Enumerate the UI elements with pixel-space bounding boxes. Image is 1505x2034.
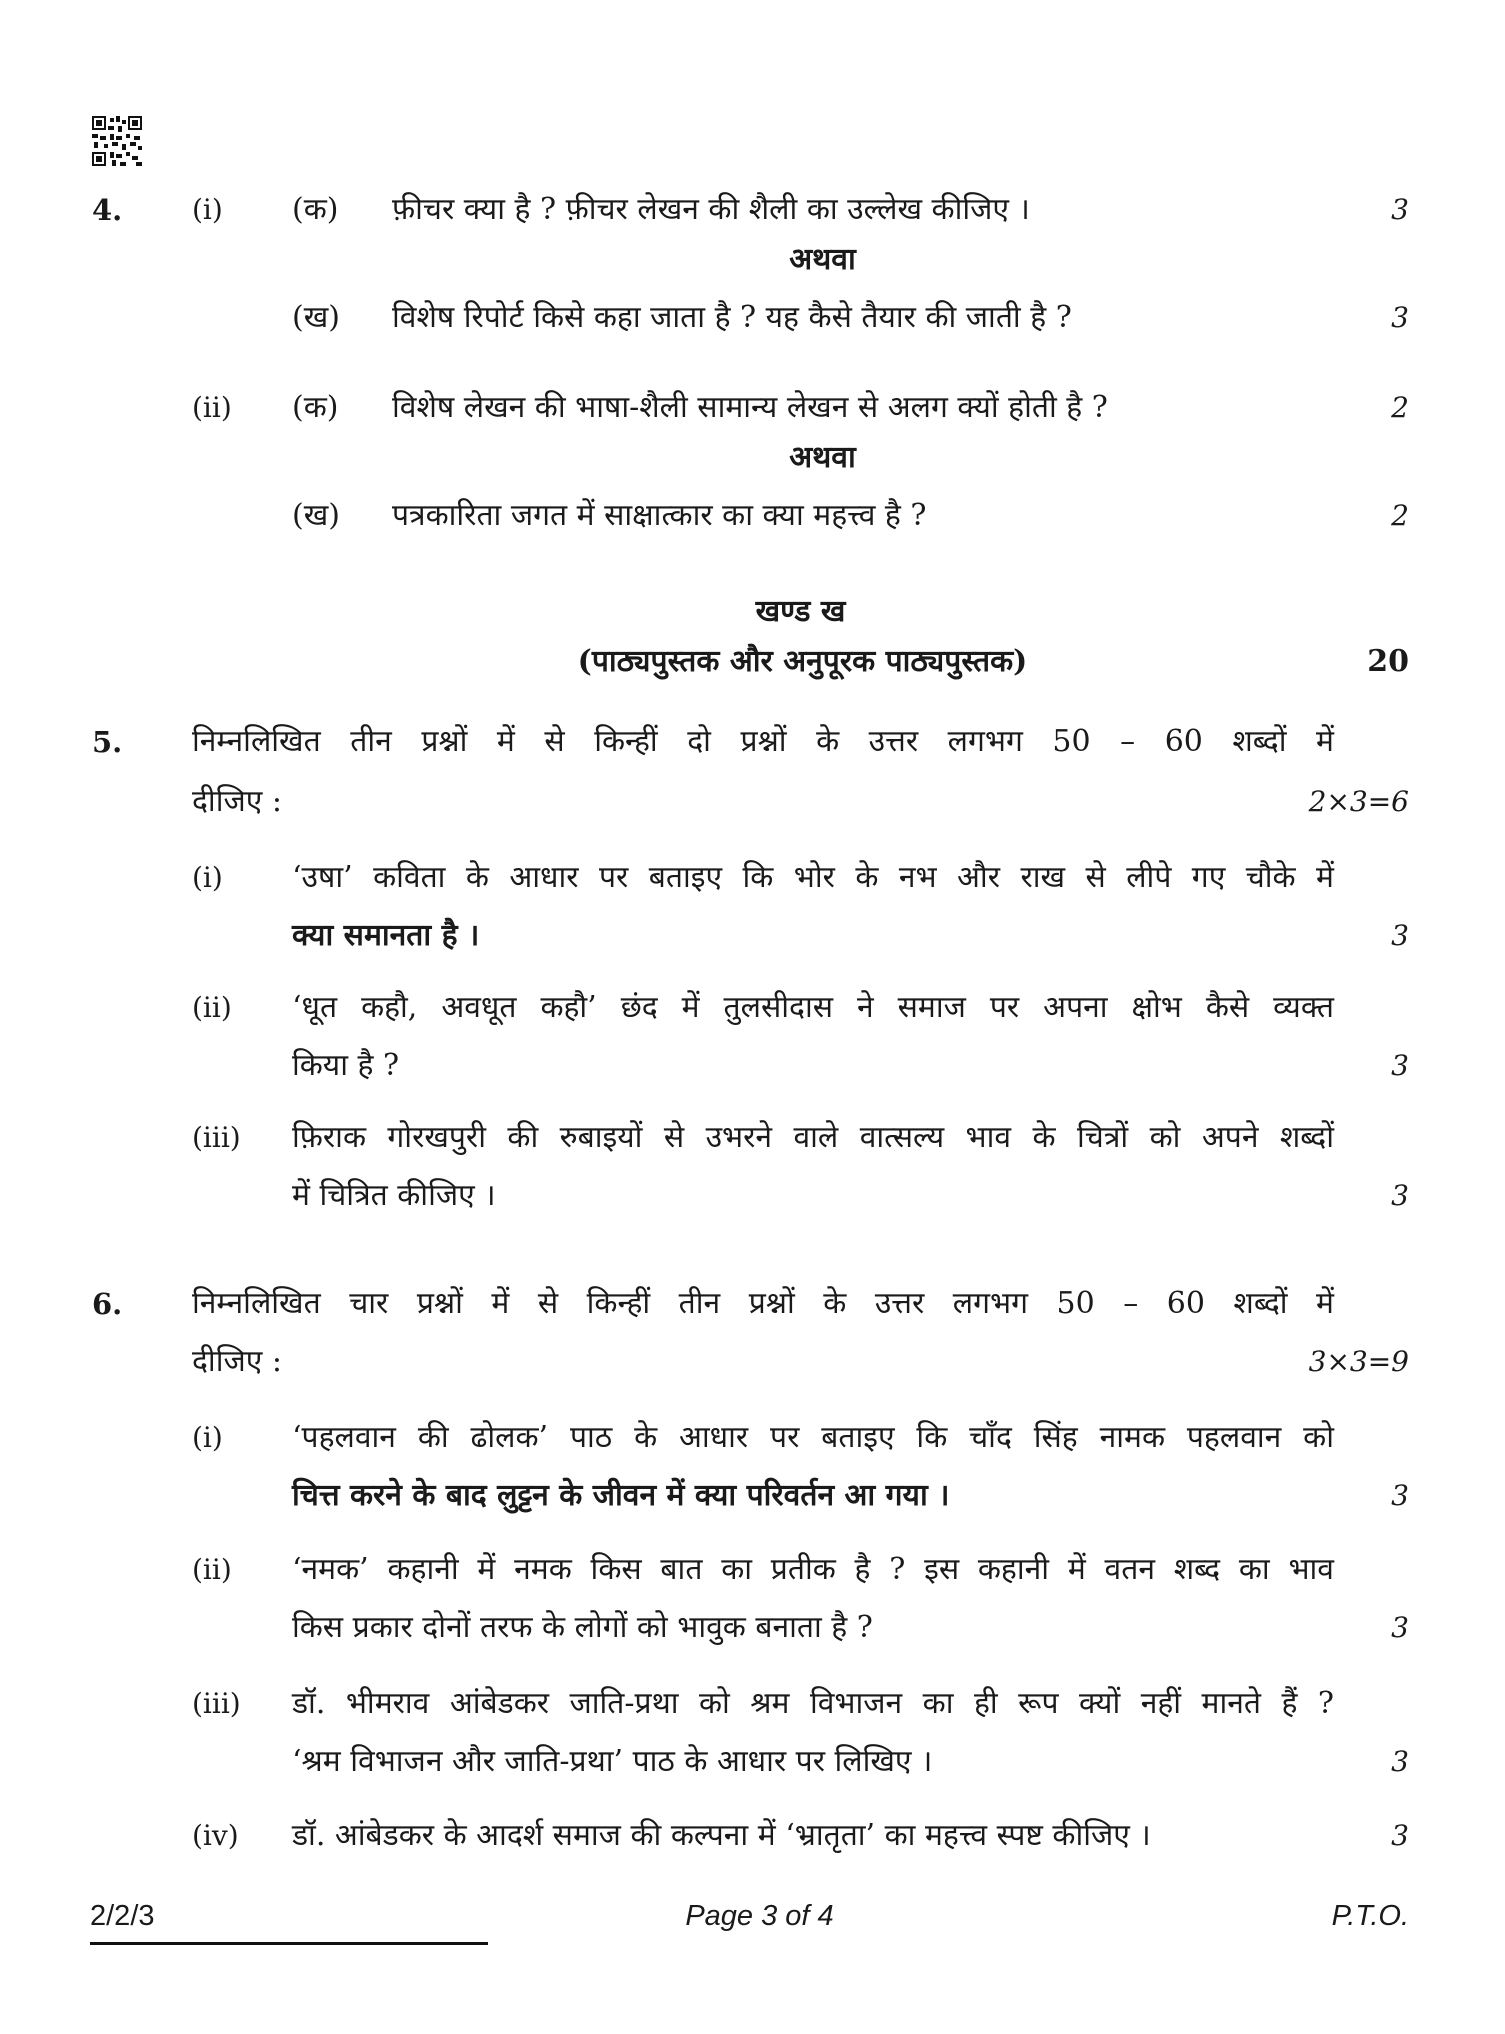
- question-instruction-cont: दीजिए :: [192, 784, 282, 819]
- item-label: (i): [192, 1421, 223, 1454]
- marks: 3: [1391, 1819, 1409, 1852]
- page-number: Page 3 of 4: [685, 1900, 834, 1932]
- item-label: (iii): [192, 1121, 241, 1154]
- item-text: डॉ. भीमराव आंबेडकर जाति-प्रथा को श्रम विभाजन का ही रूप क्यों नहीं मानते हैं ?: [292, 1686, 1334, 1721]
- qr-code-icon: [92, 116, 142, 166]
- option-label: (ख): [292, 300, 340, 335]
- item-text-cont: चित्त करने के बाद लुट्टन के जीवन में क्या परिवर्तन आ गया ।: [292, 1478, 950, 1513]
- option-label: (ख): [292, 498, 340, 533]
- or-separator: अथवा: [789, 242, 856, 277]
- item-text: ‘नमक’ कहानी में नमक किस बात का प्रतीक है ? इस कहानी में वतन शब्द का भाव: [292, 1552, 1334, 1587]
- marks: 2: [1391, 391, 1409, 424]
- item-text: ‘धूत कहौ, अवधूत कहौ’ छंद में तुलसीदास ने समाज पर अपना क्षोभ कैसे व्यक्त: [292, 990, 1334, 1025]
- question-instruction-cont: दीजिए :: [192, 1344, 282, 1379]
- item-label: (iv): [192, 1819, 239, 1852]
- item-text: फ़िराक गोरखपुरी की रुबाइयों से उभरने वाले वात्सल्य भाव के चित्रों को अपने शब्दों: [292, 1120, 1334, 1155]
- option-label: (क): [292, 192, 339, 227]
- question-text: विशेष लेखन की भाषा-शैली सामान्य लेखन से अलग क्यों होती है ?: [392, 390, 1108, 425]
- question-text: फ़ीचर क्या है ? फ़ीचर लेखन की शैली का उल्लेख कीजिए ।: [392, 192, 1030, 227]
- marks: 3: [1391, 1479, 1409, 1512]
- subquestion-label: (ii): [192, 391, 232, 424]
- item-text: डॉ. आंबेडकर के आदर्श समाज की कल्पना में ‘भ्रातृता’ का महत्त्व स्पष्ट कीजिए ।: [292, 1818, 1151, 1853]
- question-number: 5.: [92, 725, 123, 759]
- marks: 3: [1391, 1179, 1409, 1212]
- section-marks: 20: [1367, 644, 1409, 679]
- marks: 3: [1391, 193, 1409, 226]
- question-number: 4.: [92, 193, 123, 227]
- item-text-cont: ‘श्रम विभाजन और जाति-प्रथा’ पाठ के आधार पर लिखिए ।: [292, 1744, 933, 1779]
- item-text: ‘उषा’ कविता के आधार पर बताइए कि भोर के नभ और राख से लीपे गए चौके में: [292, 860, 1334, 895]
- marks: 3: [1391, 301, 1409, 334]
- paper-code: 2/2/3: [90, 1900, 155, 1932]
- item-text-cont: क्या समानता है ।: [292, 918, 480, 953]
- pto-label: P.T.O.: [1331, 1900, 1409, 1932]
- total-marks: 2×3=6: [1308, 785, 1409, 818]
- or-separator: अथवा: [789, 440, 856, 475]
- item-label: (i): [192, 861, 223, 894]
- marks: 3: [1391, 1611, 1409, 1644]
- marks: 3: [1391, 919, 1409, 952]
- item-text-cont: किया है ?: [292, 1048, 400, 1083]
- subquestion-label: (i): [192, 193, 223, 226]
- footer-rule: [90, 1942, 488, 1945]
- option-label: (क): [292, 390, 339, 425]
- section-subtitle: (पाठ्यपुस्तक और अनुपूरक पाठ्यपुस्तक): [577, 644, 1028, 679]
- section-title: खण्ड ख: [755, 594, 846, 629]
- item-text: ‘पहलवान की ढोलक’ पाठ के आधार पर बताइए कि चाँद सिंह नामक पहलवान को: [292, 1420, 1334, 1455]
- question-text: विशेष रिपोर्ट किसे कहा जाता है ? यह कैसे तैयार की जाती है ?: [392, 300, 1072, 335]
- question-instruction: निम्नलिखित चार प्रश्नों में से किन्हीं तीन प्रश्नों के उत्तर लगभग 50 – 60 शब्दों में: [192, 1286, 1334, 1321]
- item-text-cont: किस प्रकार दोनों तरफ के लोगों को भावुक बनाता है ?: [292, 1610, 873, 1645]
- question-number: 6.: [92, 1287, 123, 1321]
- item-label: (iii): [192, 1687, 241, 1720]
- marks: 2: [1391, 499, 1409, 532]
- marks: 3: [1391, 1049, 1409, 1082]
- item-label: (ii): [192, 991, 232, 1024]
- question-instruction: निम्नलिखित तीन प्रश्नों में से किन्हीं दो प्रश्नों के उत्तर लगभग 50 – 60 शब्दों में: [192, 724, 1334, 759]
- question-text: पत्रकारिता जगत में साक्षात्कार का क्या महत्त्व है ?: [392, 498, 927, 533]
- item-text-cont: में चित्रित कीजिए ।: [292, 1178, 496, 1213]
- total-marks: 3×3=9: [1308, 1345, 1409, 1378]
- marks: 3: [1391, 1745, 1409, 1778]
- item-label: (ii): [192, 1553, 232, 1586]
